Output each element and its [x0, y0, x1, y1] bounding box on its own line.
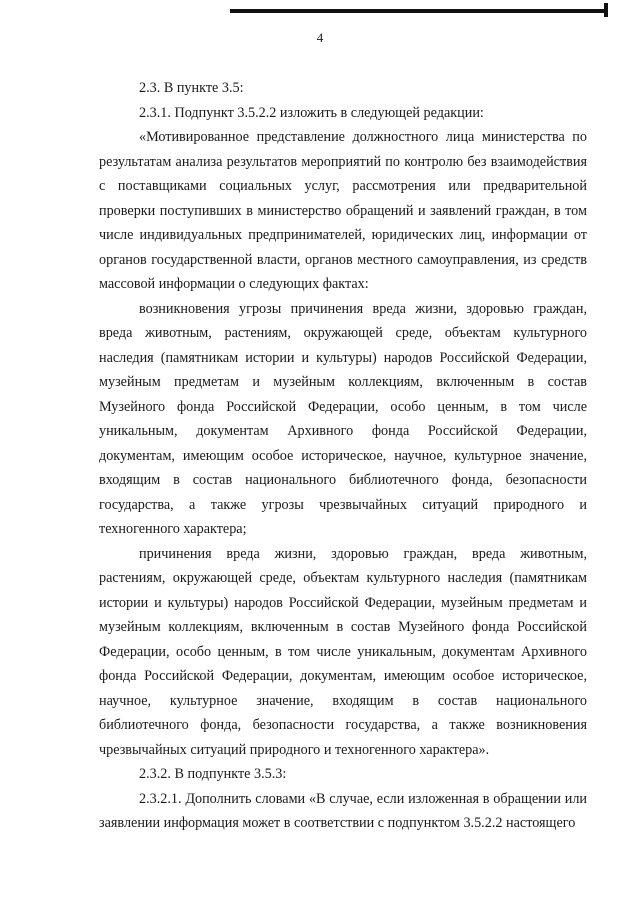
paragraph-threat: возникновения угрозы причинения вреда жизни, здоровью граждан, вреда животным, растениям, окружающей среде, объектам культурного наследия (памятникам истории и культуры) народов Российской Федерации, музейным предметам и музейным коллекциям, включенным в состав Музейного фонда Российской Федерации, особо ценным, в том числе уникальным, документам Архивного фонда Российской Федерации, документам, имеющим особое историческое, научное, культурное значение, входящим в состав национального библиотечного фонда, безопасности государства, а также угрозы чрезвычайных ситуаций природного и техногенного характера; — [99, 300, 587, 537]
section-heading: 2.3. В пункте 3.5: — [139, 80, 244, 96]
paragraph-addition: 2.3.2.1. Дополнить словами «В случае, если изложенная в обращении или заявлении информация может в соответствии с подпунктом 3.5.2.2 настоящего — [99, 790, 587, 831]
paragraph-harm: причинения вреда жизни, здоровью граждан, вреда животным, растениям, окружающей среде, объектам культурного наследия (памятникам истории и культуры) народов Российской Федерации, музейным предметам и музейным коллекциям, включенным в состав Музейного фонда Российской Федерации, особо ценным, в том числе уникальным, документам Архивного фонда Российской Федерации, документам, имеющим особое историческое, научное, культурное значение, входящим в состав национального библиотечного фонда, безопасности государства, а также возникновения чрезвычайных ситуаций природного и техногенного характера». — [99, 545, 587, 758]
subsection-heading: 2.3.1. Подпункт 3.5.2.2 изложить в следующей редакции: — [139, 104, 484, 121]
quoted-paragraph: «Мотивированное представление должностного лица министерства по результатам анализа результатов мероприятий по контролю без взаимодействия с поставщиками социальных услуг, рассмотрения или предварительной проверки поступивших в министерство обращений и заявлений граждан, в том числе индивидуальных предпринимателей, юридических лиц, информации от органов государственной власти, органов местного самоуправления, из средств массовой информации о следующих фактах: — [99, 129, 587, 292]
document-body — [99, 76, 587, 836]
subsection-heading-2: 2.3.2. В подпункте 3.5.3: — [139, 766, 287, 782]
page-number: 4 — [316, 30, 324, 45]
scan-edge-line — [230, 9, 606, 13]
